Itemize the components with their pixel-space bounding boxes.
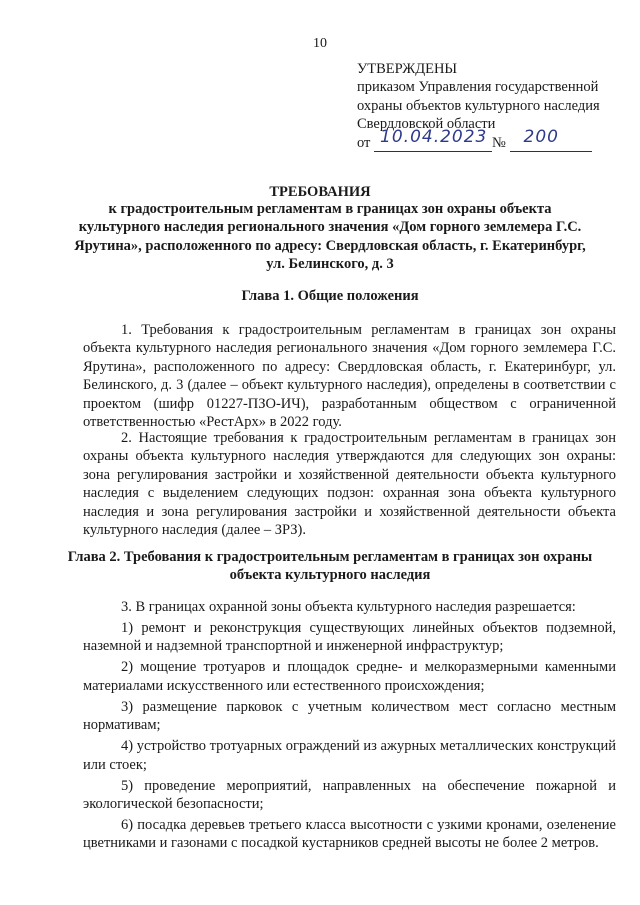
list-item: 4) устройство тротуарных ограждений из ажурных металлических конструкций или стоек; — [83, 738, 616, 773]
approval-line: охраны объектов культурного наследия — [357, 97, 600, 114]
approval-block — [357, 60, 627, 156]
list-item: 3) размещение парковок с учетным количеством мест согласно местным нормативам; — [83, 698, 616, 734]
list-item: 5) проведение мероприятий, направленных на обеспечение пожарной и экологической безопасности; — [83, 777, 616, 813]
chapter-1-heading: Глава 1. Общие положения — [241, 288, 419, 304]
number-label: № — [492, 134, 506, 151]
chapter-2-heading: Глава 2. Требования к градостроительным регламентам в границах зон охраны объекта культурного наследия — [67, 549, 593, 584]
list-item: 2) мощение тротуаров и площадок средне- и мелкоразмерными каменными материалами искусственного или естественного происхождения; — [83, 659, 616, 694]
number-field — [510, 127, 592, 152]
date-field — [374, 127, 492, 152]
list-item: 6) посадка деревьев третьего класса высотности с узкими кронами, озеленение цветниками и газонами с посадкой кустарников средней высоты не более 2 метров. — [83, 817, 616, 852]
paragraph-2: 2. Настоящие требования к градостроительным регламентам в границах зон охраны объекта культурного наследия утверждаются для следующих зон охраны: зона регулирования застройки и хозяйственной деятельности объекта культурного наследия с выделением следующих подзон: охранная зона объекта культурного наследия и зона регулирования застройки и хозяйственной деятельности объекта культурного наследия (далее – ЗРЗ). — [83, 430, 616, 539]
document-title: ТРЕБОВАНИЯ — [269, 184, 371, 200]
approval-date-line — [357, 127, 627, 156]
chapter-2-list — [83, 598, 616, 855]
date-prefix: от — [357, 134, 371, 151]
page-number: 10 — [313, 36, 327, 51]
list-item: 1) ремонт и реконструкция существующих линейных объектов подземной, наземной и надземной транспортной и инженерной инфраструктур; — [83, 620, 616, 655]
approval-line: Свердловской области — [357, 116, 496, 133]
handwritten-number: 200 — [523, 127, 559, 148]
handwritten-date: 10.04.2023 — [380, 127, 488, 148]
document-subtitle: к градостроительным регламентам в границах зон охраны объекта культурного наследия регионального значения «Дом горного землемера Г.С. Ярутина», расположенного по адресу: Свердловская область, г. Екатеринбург, ул. Белинского, д. 3 — [74, 201, 586, 273]
list-item: 3. В границах охранной зоны объекта культурного наследия разрешается: — [121, 599, 576, 615]
approval-line: приказом Управления государственной — [357, 79, 599, 96]
paragraph-1: 1. Требования к градостроительным регламентам в границах зон охраны объекта культурного наследия регионального значения «Дом горного землемера Г.С. Ярутина», расположенного по адресу: Свердловская область, г. Екатеринбург, ул. Белинского, д. 3 (далее – объект культурного наследия), определены в соответствии с проектом (шифр 01227-ПЗО-ИЧ), разработанным обществом с ограниченной ответственностью «РестАрх» в 2022 году. — [83, 322, 616, 431]
approval-heading: УТВЕРЖДЕНЫ — [357, 61, 458, 77]
